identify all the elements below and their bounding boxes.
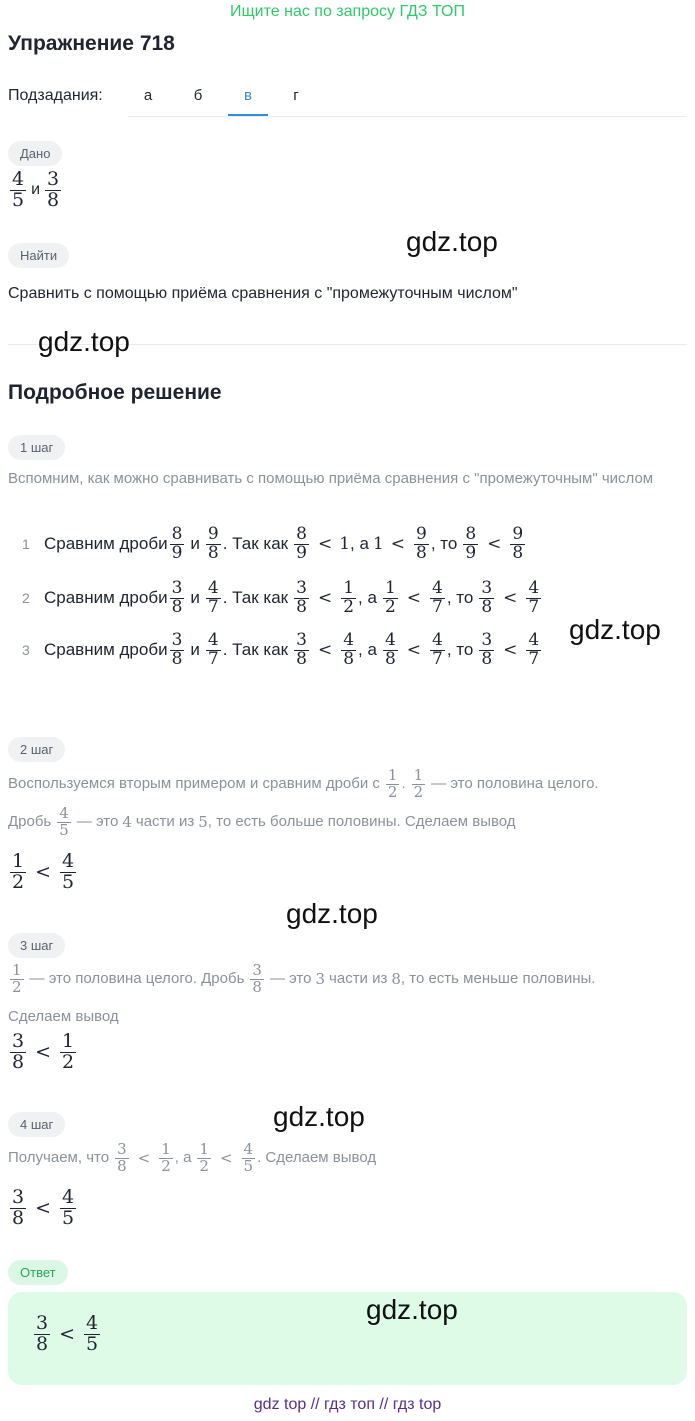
numerator: 4 [528,578,540,598]
step-3-line-2: Сделаем вывод [8,1008,119,1025]
denominator: 7 [432,648,443,669]
step-4-text: . Сделаем вывод [257,1149,377,1167]
step-3-result [8,1032,78,1073]
step-1-intro: Вспомним, как можно сравнивать с помощью приёма сравнения с "промежуточным" числом [8,470,654,487]
denominator: 5 [62,1206,75,1229]
row-index: 3 [22,642,30,659]
numerator: 4 [343,630,355,650]
fraction [250,963,264,996]
numerator: 4 [12,168,25,190]
numerator: 1 [387,766,398,784]
given-badge: Дано [8,141,62,166]
denominator: 9 [296,542,307,563]
numerator: 4 [62,850,75,872]
watermark: gdz.top [366,1294,458,1325]
numerator: 3 [47,168,60,190]
fraction [10,1032,26,1073]
numerator: 4 [62,1186,75,1208]
less-than-sign: < [487,534,502,555]
numerator: 3 [171,578,183,598]
comma-a-text: , а [358,588,377,608]
step-2-text: Дробь [8,813,52,831]
fraction [10,1188,26,1229]
step-1-badge: 1 шаг [8,435,65,460]
fraction [510,526,525,563]
step-4-text: Получаем, что [8,1149,110,1167]
solution-heading: Подробное решение [8,381,222,404]
fraction [242,1142,256,1175]
less-than-sign: < [503,588,518,609]
fraction [386,768,400,801]
row-index: 2 [22,590,30,607]
fraction [170,526,185,563]
given-values [8,170,63,211]
less-than-sign: < [35,861,52,884]
fraction [526,632,541,669]
denominator: 2 [384,596,396,617]
denominator: 8 [512,542,524,563]
denominator: 7 [528,648,540,669]
numerator: 1 [62,1030,75,1052]
promo-banner[interactable]: Ищите нас по запросу ГДЗ ТОП [230,3,465,20]
step-3-line-1 [8,963,595,996]
fraction [115,1142,129,1175]
denominator: 5 [62,870,75,893]
numerator: 1 [161,1140,171,1158]
less-than-sign: < [503,640,518,661]
watermark: gdz.top [38,326,130,357]
step-2-line-1 [8,768,599,801]
less-than-sign: < [35,1197,52,1220]
numerator: 1 [199,1140,209,1158]
numerator: 9 [207,524,219,544]
fraction [412,768,426,801]
numerator: 3 [481,578,493,598]
less-than-sign: < [137,1149,151,1168]
denominator: 5 [243,1156,254,1175]
denominator: 8 [252,977,262,996]
denominator: 2 [199,1156,209,1175]
and-text: и [190,640,200,660]
fraction [383,632,398,669]
fraction [526,580,541,617]
step-3-text: , то есть меньше половины. [400,970,596,988]
and-text: и [190,588,200,608]
footer-links[interactable]: gdz top // гдз топ // гдз top [253,1396,442,1413]
fraction [341,632,356,669]
step-4-text: , а [174,1149,192,1167]
fraction [159,1142,173,1175]
fraction [60,1188,76,1229]
tab-g[interactable]: г [293,87,299,104]
numerator: 4 [384,630,396,650]
fraction [294,526,309,563]
comma-to-text: , то [446,640,474,660]
step-3-text: части из [329,970,388,988]
answer-box [8,1292,687,1385]
denominator: 7 [528,596,540,617]
fraction [463,526,478,563]
comma-a-text: , а [358,640,377,660]
row-index: 1 [22,536,30,553]
denominator: 2 [343,596,355,617]
subtasks-label: Подзадания: [8,87,103,104]
denominator: 5 [12,188,25,211]
compare-text: Сравним дроби [44,640,168,660]
fraction [206,580,221,617]
comma-a-text: , а [350,534,369,554]
numerator: 1 [12,961,22,979]
given-conjunction: и [31,181,41,199]
less-than-sign: < [317,640,333,661]
step-4-badge: 4 шаг [8,1112,65,1137]
numerator: 3 [252,961,262,979]
denominator: 8 [12,1206,25,1229]
denominator: 8 [296,596,307,617]
watermark: gdz.top [406,226,498,257]
fraction [430,632,445,669]
comma-to-text: , то [430,534,458,554]
number: 4 [122,813,132,832]
less-than-sign: < [406,588,422,609]
numerator: 4 [432,578,443,598]
denominator: 8 [36,1332,49,1355]
numerator: 3 [12,1186,25,1208]
step-3-text: — это половина целого. Дробь [29,970,245,988]
step-4-line [8,1142,376,1175]
step-1-row-3 [22,632,543,669]
numerator: 4 [207,578,219,598]
fraction [206,632,221,669]
integer-value: 1 [339,534,351,555]
less-than-sign: < [35,1041,52,1064]
fraction [170,580,185,617]
numerator: 1 [343,578,355,598]
given-fraction-1 [10,170,26,211]
compare-text: Сравним дроби [44,534,168,554]
watermark: gdz.top [569,614,661,645]
numerator: 4 [432,630,443,650]
step-2-text: части из [135,813,195,831]
denominator: 2 [12,870,25,893]
tab-a[interactable]: а [143,87,153,104]
fraction [60,1032,76,1073]
step-2-text: — это [76,813,119,831]
fraction [294,580,309,617]
watermark: gdz.top [286,898,378,929]
denominator: 5 [59,820,69,839]
step-2-text: — это половина целого. [431,775,599,793]
step-1-row-1 [22,526,527,563]
less-than-sign: < [219,1149,233,1168]
fraction [430,580,445,617]
since-text: . Так как [222,640,289,660]
integer-value: 1 [372,534,384,555]
numerator: 8 [465,524,477,544]
numerator: 3 [117,1140,127,1158]
denominator: 8 [343,648,355,669]
denominator: 2 [62,1050,75,1073]
denominator: 8 [481,596,493,617]
find-badge: Найти [8,243,69,268]
numerator: 9 [416,524,427,544]
step-2-text: Воспользуемся вторым примером и сравним дроби с [8,775,380,793]
numerator: 1 [12,850,25,872]
numerator: 9 [512,524,524,544]
fraction [197,1142,211,1175]
fraction [206,526,221,563]
numerator: 4 [243,1140,254,1158]
step-2-text: , то есть больше половины. Сделаем вывод [207,813,516,831]
denominator: 7 [207,596,219,617]
fraction [10,963,24,996]
number: 5 [198,813,208,832]
numerator: 3 [171,630,183,650]
denominator: 8 [207,542,219,563]
denominator: 7 [207,648,219,669]
watermark: gdz.top [273,1101,365,1132]
denominator: 8 [296,648,307,669]
number: 8 [391,970,401,989]
denominator: 9 [465,542,477,563]
fraction [479,580,494,617]
active-tab-indicator [228,114,268,116]
numerator: 3 [296,578,307,598]
numerator: 8 [171,524,183,544]
less-than-sign: < [406,640,422,661]
step-2-badge: 2 шаг [8,737,65,762]
step-1-row-2 [22,580,543,617]
fraction [10,852,26,893]
and-text: и [190,534,200,554]
denominator: 2 [387,782,398,801]
fraction [57,806,71,839]
step-2-line-2 [8,806,516,839]
denominator: 8 [171,596,183,617]
numerator: 3 [12,1030,25,1052]
denominator: 5 [86,1332,99,1355]
page-title: Упражнение 718 [8,32,175,55]
fraction [414,526,429,563]
denominator: 2 [161,1156,171,1175]
denominator: 9 [171,542,183,563]
fraction [341,580,356,617]
denominator: 8 [117,1156,127,1175]
step-3-badge: 3 шаг [8,933,65,958]
fraction [383,580,398,617]
tab-b[interactable]: б [193,87,203,104]
fraction [60,852,76,893]
comma-to-text: , то [446,588,474,608]
fraction [34,1314,50,1355]
fraction [84,1314,100,1355]
less-than-sign: < [317,534,333,555]
step-4-result [8,1188,78,1229]
step-2-result [8,852,78,893]
fraction [294,632,309,669]
denominator: 8 [171,648,183,669]
numerator: 4 [59,804,69,822]
compare-text: Сравним дроби [44,588,168,608]
denominator: 8 [12,1050,25,1073]
denominator: 8 [384,648,396,669]
denominator: 8 [481,648,493,669]
numerator: 8 [296,524,307,544]
fraction [479,632,494,669]
denominator: 2 [12,977,22,996]
less-than-sign: < [317,588,333,609]
answer-value [32,1314,102,1355]
tab-v[interactable]: в [244,87,252,104]
numerator: 3 [296,630,307,650]
numerator: 4 [207,630,219,650]
numerator: 3 [36,1312,49,1334]
denominator: 8 [416,542,427,563]
fraction [170,632,185,669]
step-2-text: . [401,775,406,793]
denominator: 2 [413,782,424,801]
answer-badge: Ответ [8,1260,68,1285]
less-than-sign: < [390,534,406,555]
numerator: 3 [481,630,493,650]
find-text: Сравнить с помощью приёма сравнения с "промежуточным числом" [8,285,518,302]
number: 3 [315,970,326,989]
less-than-sign: < [59,1323,76,1346]
denominator: 7 [432,596,443,617]
numerator: 4 [528,630,540,650]
since-text: . Так как [222,534,289,554]
since-text: . Так как [222,588,289,608]
numerator: 1 [384,578,396,598]
denominator: 8 [47,188,60,211]
given-fraction-2 [45,170,61,211]
subtask-tabs [128,75,686,117]
numerator: 1 [413,766,424,784]
step-3-text: — это [269,970,312,988]
numerator: 4 [86,1312,99,1334]
